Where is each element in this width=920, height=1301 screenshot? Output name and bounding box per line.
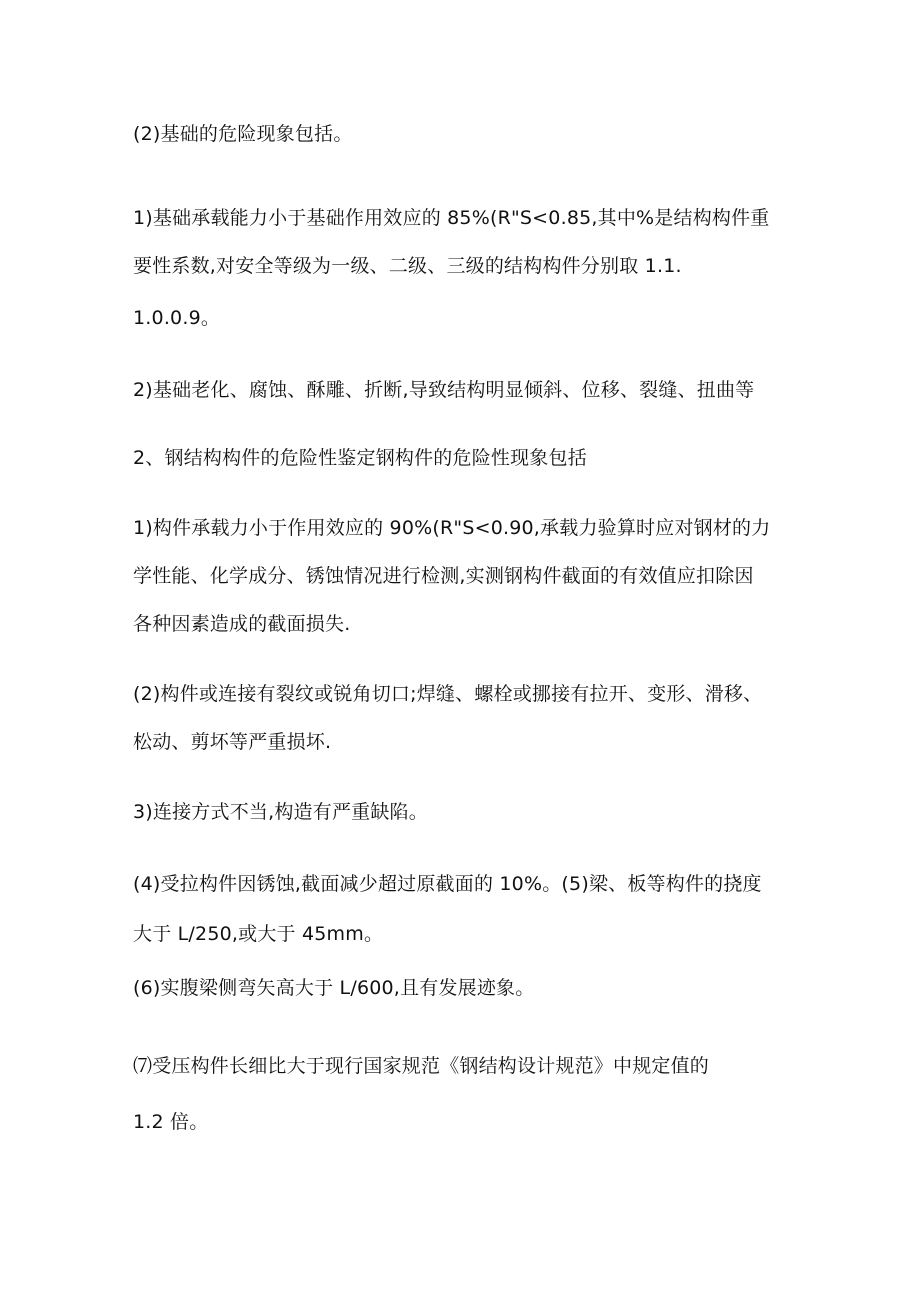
text-line: 1)构件承载力小于作用效应的 90%(R"S<0.90,承载力验算时应对钢材的力 [133,517,771,539]
text-line: 1)基础承载能力小于基础作用效应的 85%(R"S<0.85,其中%是结构构件重 [133,207,770,229]
text-line: 1.0.0.9。 [133,307,221,329]
text-line: (2)基础的危险现象包括。 [133,123,353,145]
text-line: 松动、剪坏等严重损坏. [133,731,332,753]
text-line: 学性能、化学成分、锈蚀情况进行检测,实测钢构件截面的有效值应扣除因 [133,565,754,587]
text-line: 各种因素造成的截面损失. [133,613,351,635]
text-line: ⑺受压构件长细比大于现行国家规范《钢结构设计规范》中规定值的 [133,1055,710,1077]
text-line: 大于 L/250,或大于 45mm。 [133,923,384,945]
text-line: 2)基础老化、腐蚀、酥雕、折断,导致结构明显倾斜、位移、裂缝、扭曲等 [133,379,755,401]
text-line: 2、钢结构构件的危险性鉴定钢构件的危险性现象包括 [133,447,587,469]
text-line: 要性系数,对安全等级为一级、二级、三级的结构构件分别取 1.1. [133,255,682,277]
text-line: (2)构件或连接有裂纹或锐角切口;焊缝、螺栓或挪接有拉开、变形、滑移、 [133,683,763,705]
text-line: (6)实腹梁侧弯矢高大于 L/600,且有发展迹象。 [133,977,535,999]
text-line: 1.2 倍。 [133,1111,209,1133]
text-line: 3)连接方式不当,构造有严重缺陷。 [133,801,428,823]
text-line: (4)受拉构件因锈蚀,截面减少超过原截面的 10%。(5)梁、板等构件的挠度 [133,873,762,895]
